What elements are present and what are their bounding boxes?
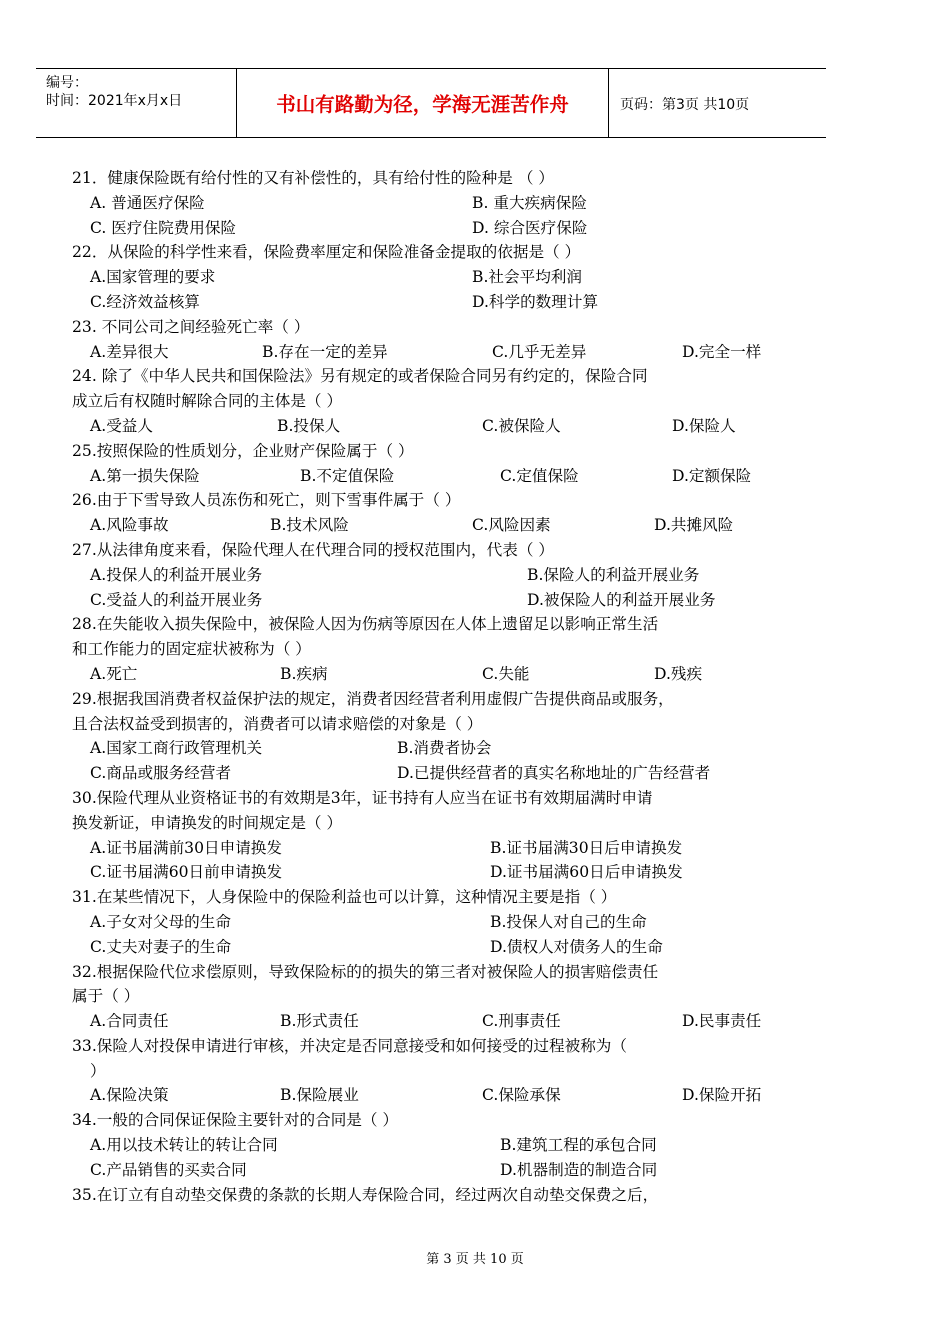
date-label: 时间：2021年x月x日 [46,93,183,109]
option-text: A.投保人的利益开展业务 [90,565,263,584]
options-row [72,513,802,538]
option-text: D.已提供经营者的真实名称地址的广告经营者 [397,764,711,783]
option-text: A.合同责任 [90,1012,169,1031]
option-text: D. 综合医疗保险 [472,218,588,237]
option-text: D.科学的数理计算 [472,292,599,311]
option-text: D.保险人 [672,416,736,435]
question-line [72,984,802,1009]
option-text: B.消费者协会 [397,739,492,758]
question-line [72,712,802,737]
option-text: D.完全一样 [682,342,762,361]
options-row [72,216,802,241]
question-list [72,166,802,1207]
options-row [72,340,802,365]
question-text: 25.按照保险的性质划分，企业财产保险属于（ ） [72,441,414,460]
question-text: 31.在某些情况下，人身保险中的保险利益也可以计算，这种情况主要是指（ ） [72,888,617,907]
option-text: C.受益人的利益开展业务 [90,590,263,609]
question-text: 29.根据我国消费者权益保护法的规定，消费者因经营者利用虚假广告提供商品或服务， [72,689,674,708]
option-text: C.经济效益核算 [90,292,200,311]
option-text: D.保险开拓 [682,1086,762,1105]
question-line [72,811,802,836]
option-text: A.证书届满前30日申请换发 [90,838,282,857]
question-line [72,389,802,414]
question-text: 28.在失能收入损失保险中，被保险人因为伤病等原因在人体上遗留足以影响正常生活 [72,615,659,634]
option-text: B.投保人 [277,416,341,435]
options-row [72,563,802,588]
option-text: B.形式责任 [280,1012,359,1031]
option-text: A.国家工商行政管理机关 [90,739,263,758]
options-row [72,1158,802,1183]
option-text: A.风险事故 [90,516,169,535]
option-text: B.证书届满30日后申请换发 [490,838,683,857]
options-row [72,191,802,216]
question-line [72,315,802,340]
option-text: C. 医疗住院费用保险 [90,218,237,237]
option-text: B. 重大疾病保险 [472,193,587,212]
option-text: D.定额保险 [672,466,752,485]
question-line [72,1183,802,1208]
option-text: D.民事责任 [682,1012,762,1031]
option-text: B.保险展业 [280,1086,359,1105]
options-row [72,290,802,315]
question-line [72,240,802,265]
options-row [72,836,802,861]
option-text: B.建筑工程的承包合同 [500,1136,657,1155]
question-text: 且合法权益受到损害的，消费者可以请求赔偿的对象是（ ） [72,714,483,733]
question-line [72,1034,802,1059]
option-text: D.证书届满60日后申请换发 [490,863,683,882]
option-text: A.差异很大 [90,342,169,361]
option-text: A.子女对父母的生命 [90,912,231,931]
question-text: ） [90,1061,106,1080]
question-line [72,439,802,464]
option-text: A.受益人 [90,416,153,435]
header-divider [608,69,609,137]
question-text: 27.从法律角度来看，保险代理人在代理合同的授权范围内，代表（ ） [72,540,554,559]
option-text: C.风险因素 [472,516,551,535]
question-text: 33.保险人对投保申请进行审核，并决定是否同意接受和如何接受的过程被称为（ [72,1036,627,1055]
option-text: C.保险承保 [482,1086,561,1105]
question-line [72,786,802,811]
option-text: C.被保险人 [482,416,561,435]
options-row [72,1133,802,1158]
option-text: C.刑事责任 [482,1012,561,1031]
options-row [72,464,802,489]
options-row [72,1083,802,1108]
question-line [72,885,802,910]
page-footer: 第 3 页 共 10 页 [426,1252,524,1267]
question-line [72,166,802,191]
question-text: 35.在订立有自动垫交保费的条款的长期人寿保险合同，经过两次自动垫交保费之后， [72,1185,659,1204]
question-line [72,488,802,513]
question-line [72,1059,802,1084]
option-text: A.第一损失保险 [90,466,200,485]
option-text: A.国家管理的要求 [90,268,216,287]
option-text: B.不定值保险 [300,466,395,485]
option-text: A. 普通医疗保险 [90,193,205,212]
option-text: C.商品或服务经营者 [90,764,232,783]
question-line [72,1108,802,1133]
option-text: C.失能 [482,664,530,683]
options-row [72,935,802,960]
question-text: 成立后有权随时解除合同的主体是（ ） [72,392,343,411]
question-text: 34.一般的合同保证保险主要针对的合同是（ ） [72,1111,399,1130]
option-text: D.被保险人的利益开展业务 [527,590,716,609]
question-text: 30.保险代理从业资格证书的有效期是3年，证书持有人应当在证书有效期届满时申请 [72,788,653,807]
option-text: A.保险决策 [90,1086,169,1105]
question-text: 属于（ ） [72,987,140,1006]
option-text: B.技术风险 [270,516,349,535]
option-text: D.共摊风险 [654,516,734,535]
question-line [72,538,802,563]
option-text: D.债权人对债务人的生命 [490,937,663,956]
question-text: 23. 不同公司之间经验死亡率（ ） [72,317,310,336]
question-text: 和工作能力的固定症状被称为（ ） [72,640,311,659]
options-row [72,1009,802,1034]
question-text: 26.由于下雪导致人员冻伤和死亡，则下雪事件属于（ ） [72,491,461,510]
option-text: B.疾病 [280,664,328,683]
option-text: C.产品销售的买卖合同 [90,1160,247,1179]
question-text: 24. 除了《中华人民共和国保险法》另有规定的或者保险合同另有约定的，保险合同 [72,367,648,386]
option-text: C.几乎无差异 [492,342,587,361]
option-text: B.存在一定的差异 [262,342,388,361]
options-row [72,736,802,761]
options-row [72,588,802,613]
options-row [72,910,802,935]
options-row [72,860,802,885]
header-meta [36,69,236,137]
option-text: B.投保人对自己的生命 [490,912,647,931]
question-line [72,637,802,662]
option-text: C.定值保险 [500,466,579,485]
option-text: C.丈夫对妻子的生命 [90,937,232,956]
option-text: D.残疾 [654,664,703,683]
options-row [72,414,802,439]
question-text: 22．从保险的科学性来看，保险费率厘定和保险准备金提取的依据是（ ） [72,243,581,262]
question-line [72,364,802,389]
question-line [72,687,802,712]
serial-number-label: 编号： [46,75,88,91]
options-row [72,265,802,290]
option-text: A.用以技术转让的转让合同 [90,1136,278,1155]
option-text: B.社会平均利润 [472,268,582,287]
question-line [72,960,802,985]
question-text: 换发新证，申请换发的时间规定是（ ） [72,813,343,832]
page-code: 页码：第3页 共10页 [620,97,750,113]
question-line [72,612,802,637]
header-motto: 书山有路勤为径，学海无涯苦作舟 [276,93,569,116]
options-row [72,761,802,786]
option-text: D.机器制造的制造合同 [500,1160,658,1179]
question-text: 21．健康保险既有给付性的又有补偿性的，具有给付性的险种是 （ ） [72,169,554,187]
page-header [36,68,826,138]
option-text: C.证书届满60日前申请换发 [90,863,283,882]
option-text: B.保险人的利益开展业务 [527,565,700,584]
question-text: 32.根据保险代位求偿原则，导致保险标的的损失的第三者对被保险人的损害赔偿责任 [72,962,659,981]
option-text: A.死亡 [90,664,138,683]
options-row [72,662,802,687]
